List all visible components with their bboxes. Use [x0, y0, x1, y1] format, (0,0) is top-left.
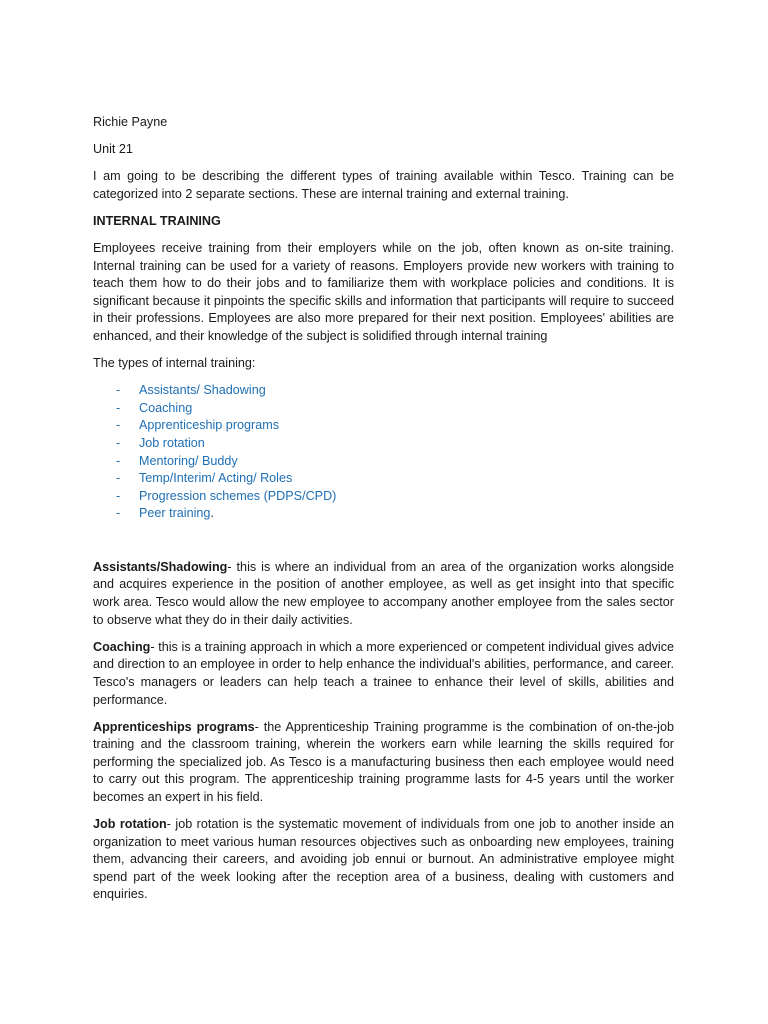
list-item-label: Progression schemes (PDPS/CPD): [139, 488, 337, 503]
dash-bullet: -: [116, 453, 121, 468]
author-name: Richie Payne: [93, 115, 168, 129]
training-types-list: [93, 382, 674, 523]
dash-bullet: -: [116, 506, 121, 521]
dash-bullet: -: [116, 418, 121, 433]
section-text: - job rotation is the systematic movement of individuals from one job to another inside an organization to meet various human resources objectives such as onboarding new employees, training them, advancing their careers, and avoiding job ennui or burnout. An administrative employee might spend part of the week looking after the reception area of a business, dealing with customers and enquiries.: [93, 817, 675, 902]
list-item[interactable]: [93, 453, 674, 471]
list-item-label: Assistants/ Shadowing: [139, 383, 266, 398]
dash-bullet: -: [116, 400, 121, 415]
internal-training-paragraph: Employees receive training from their employers while on the job, often known as on-site training. Internal training can be used for a variety of reasons. Employers provide new workers with training to teach them how to do their jobs and to familiarize them with workplace policies and conditions. It is significant because it pinpoints the specific skills and information that participants will require to succeed in their professions. Employees are also more prepared for their next position. Employees' abilities are enhanced, and their knowledge of the subject is solidified through internal training: [93, 240, 674, 343]
dash-bullet: -: [116, 471, 121, 486]
types-label: The types of internal training:: [93, 356, 256, 371]
list-item[interactable]: [93, 400, 674, 418]
dash-bullet: -: [116, 488, 121, 503]
list-item-label: Apprenticeship programs: [139, 418, 280, 433]
section-term: Coaching: [93, 639, 151, 654]
blank-line: [93, 523, 674, 559]
list-item[interactable]: [93, 488, 674, 506]
list-item-label: Peer training: [139, 506, 211, 521]
list-item[interactable]: [93, 435, 674, 453]
list-item[interactable]: - Peer training.: [93, 505, 674, 523]
list-item-label: Mentoring/ Buddy: [139, 453, 238, 468]
intro-paragraph: I am going to be describing the different types of training available within Tesco. Training can be categorized into 2 separate sections. These are internal training and external training.: [93, 169, 674, 201]
dash-bullet: -: [116, 435, 121, 450]
section-assistants-shadowing: [93, 559, 674, 629]
section-text: - this is a training approach in which a more experienced or competent individual gives advice and direction to an employee in order to help enhance the individual's abilities, performance, and career. Tesco's managers or leaders can help teach a trainee to enhance their level of skills, abilities and performance.: [93, 639, 674, 707]
section-job-rotation: [93, 816, 674, 904]
section-coaching: [93, 639, 674, 709]
list-item[interactable]: [93, 470, 674, 488]
internal-training-heading: INTERNAL TRAINING: [93, 213, 221, 228]
dash-bullet: -: [116, 383, 121, 398]
section-apprenticeships: [93, 719, 674, 807]
list-item[interactable]: [93, 417, 674, 435]
section-text: - this is where an individual from an area of the organization works alongside and acquires experience in the position of another employee, as well as get insight into that specific work area. Tesco would allow the new employee to accompany another employee from the sales sector to observe what they do in their daily activities.: [93, 559, 674, 627]
section-text: - the Apprenticeship Training programme is the combination of on-the-job training and the classroom training, wherein the workers earn while learning the skills required for performing the specialized job. As Tesco is a manufacturing business then each employee would need to carry out this program. The apprenticeship training programme lasts for 4-5 years until the worker becomes an expert in his field.: [93, 719, 674, 804]
section-term: Apprenticeships programs: [93, 719, 255, 734]
list-item-label: Coaching: [139, 400, 193, 415]
section-term: Assistants/Shadowing: [93, 559, 228, 574]
list-item-label: Job rotation: [139, 435, 205, 450]
unit-label: Unit 21: [93, 142, 133, 157]
list-item-label: Temp/Interim/ Acting/ Roles: [139, 471, 293, 486]
list-item[interactable]: [93, 382, 674, 400]
section-term: Job rotation: [93, 817, 167, 832]
